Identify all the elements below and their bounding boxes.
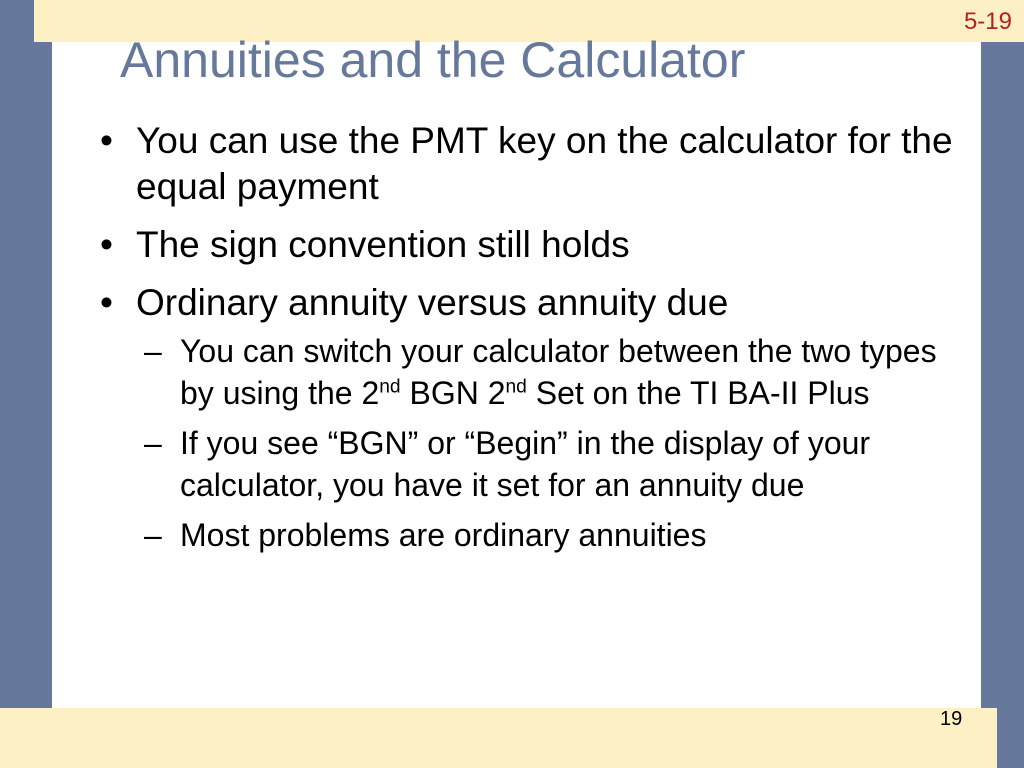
sub-bullet-marker: – (144, 517, 162, 553)
sub-bullet-item (144, 330, 960, 414)
sub-bullet-item (144, 514, 960, 556)
sub-bullet-item (144, 422, 960, 506)
bullet-marker: • (100, 224, 113, 265)
right-band (981, 110, 1024, 710)
bullet-list (100, 118, 960, 564)
bullet-text: The sign convention still holds (136, 224, 630, 265)
bottom-band (0, 708, 1024, 768)
sub-bullet-marker: – (144, 425, 162, 461)
bottom-right-band (997, 708, 1024, 768)
slide-title: Annuities and the Calculator (120, 32, 746, 88)
bullet-marker: • (100, 282, 113, 323)
bullet-marker: • (100, 120, 113, 161)
sub-bullet-text-part: You can switch your calculator between the two types by using the 2 (180, 333, 937, 411)
right-band-top (981, 42, 1024, 110)
sub-bullet-marker: – (144, 333, 162, 369)
sub-bullet-text-part: Set on the TI BA-II Plus (526, 375, 870, 411)
bullet-item (100, 222, 960, 268)
left-band-top (0, 0, 34, 42)
bullet-text: You can use the PMT key on the calculator for the equal payment (136, 120, 953, 207)
bullet-item (100, 280, 960, 326)
bullet-text: Ordinary annuity versus annuity due (136, 282, 729, 323)
bottom-left-band (0, 725, 52, 768)
page-number: 19 (940, 708, 963, 730)
sub-bullet-text: If you see “BGN” or “Begin” in the display of your calculator, you have it set for an annuity due (180, 425, 871, 503)
superscript: nd (379, 376, 401, 398)
sub-bullet-text: Most problems are ordinary annuities (180, 517, 707, 553)
left-band (0, 42, 52, 725)
slide-code: 5-19 (963, 8, 1012, 35)
sub-bullet-text (180, 333, 937, 411)
superscript: nd (505, 376, 527, 398)
bullet-item (100, 118, 960, 210)
sub-bullet-text-part: BGN 2 (400, 375, 506, 411)
